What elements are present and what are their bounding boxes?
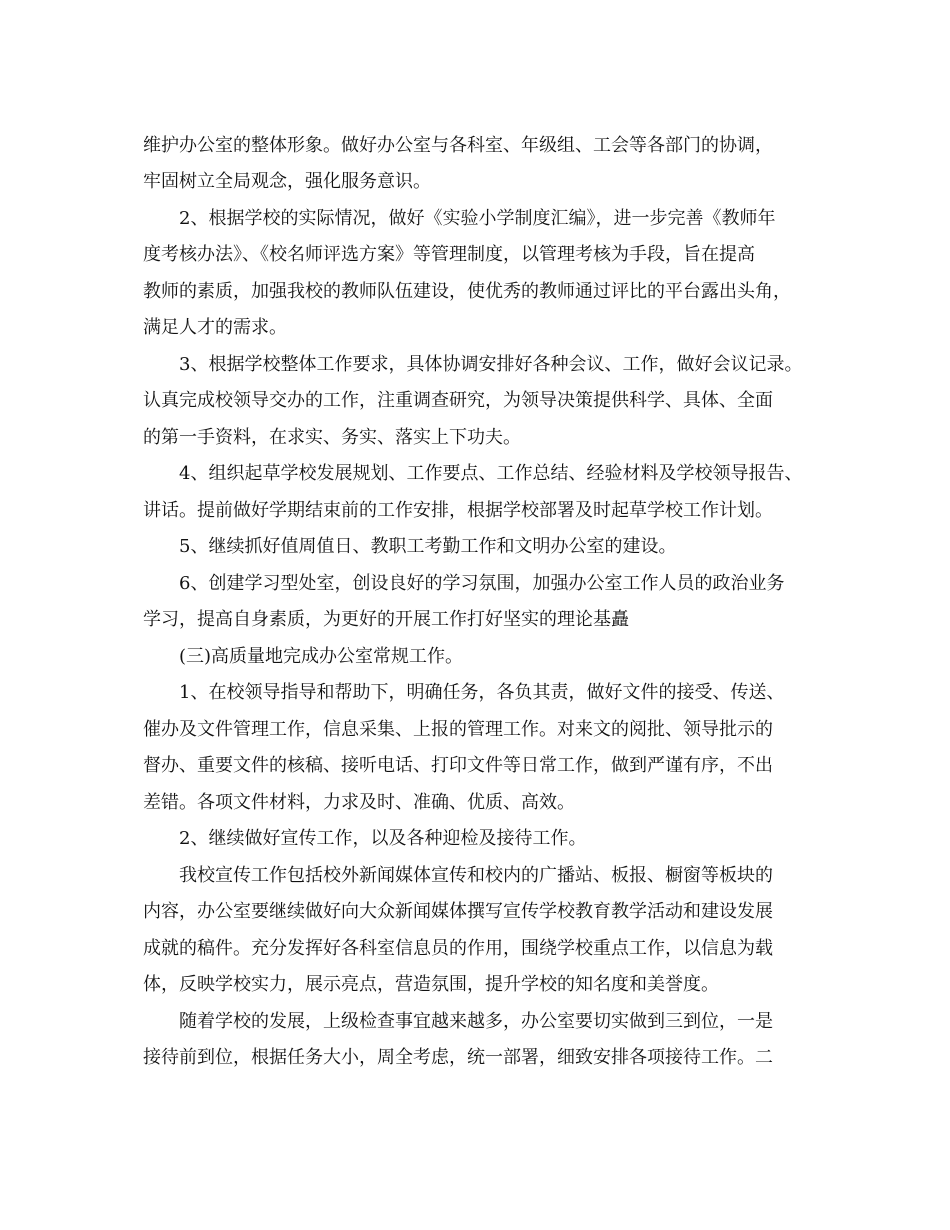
text-line: 的第一手资料，在求实、务实、落实上下功夫。 <box>143 427 521 448</box>
text-line: 2、继续做好宣传工作，以及各种迎检及接待工作。 <box>143 828 587 849</box>
text-line: 满足人才的需求。 <box>143 317 287 338</box>
text-line: 我校宣传工作包括校外新闻媒体宣传和校内的广播站、板报、橱窗等板块的 <box>143 865 773 886</box>
text-line: 学习，提高自身素质，为更好的开展工作打好坚实的理论基矗 <box>143 609 629 630</box>
text-line: 接待前到位，根据任务大小，周全考虑，统一部署，细致安排各项接待工作。二 <box>143 1047 773 1068</box>
text-line: 牢固树立全局观念，强化服务意识。 <box>143 171 431 192</box>
text-line: 督办、重要文件的核稿、接听电话、打印文件等日常工作，做到严谨有序，不出 <box>143 755 773 776</box>
text-line: 度考核办法》、《校名师评选方案》等管理制度，以管理考核为手段，旨在提高 <box>143 244 755 265</box>
text-line: 体，反映学校实力，展示亮点，营造氛围，提升学校的知名度和美誉度。 <box>143 974 719 995</box>
text-line: 讲话。提前做好学期结束前的工作安排，根据学校部署及时起草学校工作计划。 <box>143 500 773 521</box>
text-line: 差错。各项文件材料，力求及时、准确、优质、高效。 <box>143 792 575 813</box>
text-line: 催办及文件管理工作，信息采集、上报的管理工作。对来文的阅批、领导批示的 <box>143 719 773 740</box>
text-line: 认真完成校领导交办的工作，注重调查研究，为领导决策提供科学、具体、全面 <box>143 390 773 411</box>
text-line: (三)高质量地完成办公室常规工作。 <box>143 646 464 667</box>
text-line: 1、在校领导指导和帮助下，明确任务，各负其责，做好文件的接受、传送、 <box>143 682 785 703</box>
text-line: 教师的素质，加强我校的教师队伍建设，使优秀的教师通过评比的平台露出头角， <box>143 281 791 302</box>
text-line: 维护办公室的整体形象。做好办公室与各科室、年级组、工会等各部门的协调， <box>143 135 773 156</box>
text-line: 2、根据学校的实际情况，做好《实验小学制度汇编》，进一步完善《教师年 <box>143 208 776 229</box>
text-line: 随着学校的发展，上级检查事宜越来越多，办公室要切实做到三到位，一是 <box>143 1011 773 1032</box>
text-line: 内容，办公室要继续做好向大众新闻媒体撰写宣传学校教育教学活动和建设发展 <box>143 901 773 922</box>
text-line: 4、组织起草学校发展规划、工作要点、工作总结、经验材料及学校领导报告、 <box>143 463 803 484</box>
text-line: 3、根据学校整体工作要求，具体协调安排好各种会议、工作，做好会议记录。 <box>143 354 803 375</box>
text-line: 6、创建学习型处室，创设良好的学习氛围，加强办公室工作人员的政治业务 <box>143 573 785 594</box>
text-line: 成就的稿件。充分发挥好各科室信息员的作用，围绕学校重点工作，以信息为载 <box>143 938 773 959</box>
text-line: 5、继续抓好值周值日、教职工考勤工作和文明办公室的建设。 <box>143 536 677 557</box>
